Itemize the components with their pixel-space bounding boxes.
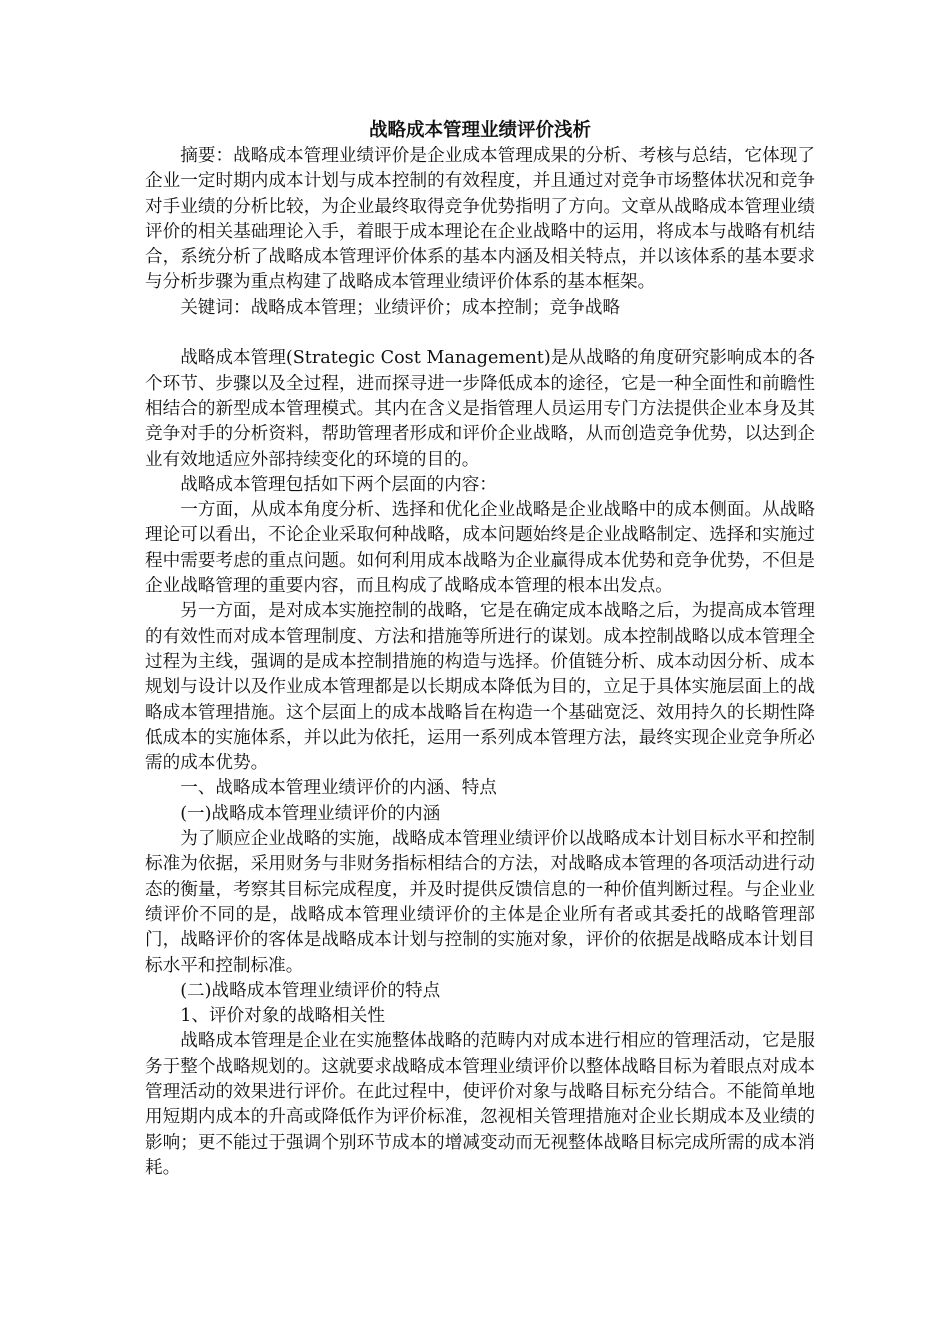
subsection-heading: (一)战略成本管理业绩评价的内涵 (180, 803, 441, 824)
abstract-paragraph: 摘要：战略成本管理业绩评价是企业成本管理成果的分析、考核与总结，它体现了企业一定时期内成本计划与成本控制的有效程度，并且通过对竞争市场整体状况和竞争对手业绩的分析比较，为企业最终取得竞争优势指明了方向。文章从战略成本管理业绩评价的相关基础理论入手，着眼于成本理论在企业战略中的运用，将成本与战略有机结合，系统分析了战略成本管理评价体系的基本内涵及相关特点，并以该体系的基本要求与分析步骤为重点构建了战略成本管理业绩评价体系的基本框架。 (145, 146, 815, 293)
keywords-line: 关键词：战略成本管理；业绩评价；成本控制；竞争战略 (180, 297, 621, 318)
document-page (145, 118, 815, 1181)
body-paragraph: 战略成本管理是企业在实施整体战略的范畴内对成本进行相应的管理活动，它是服务于整个战略规划的。这就要求战略成本管理业绩评价以整体战略目标为着眼点对成本管理活动的效果进行评价。在此过程中，使评价对象与战略目标充分结合。不能简单地用短期内成本的升高或降低作为评价标准，忽视相关管理措施对企业长期成本及业绩的影响；更不能过于强调个别环节成本的增减变动而无视整体战略目标完成所需的成本消耗。 (145, 1031, 815, 1178)
body-paragraph: 战略成本管理(Strategic Cost Management)是从战略的角度研究影响成本的各个环节、步骤以及全过程，进而探寻进一步降低成本的途径，它是一种全面性和前瞻性相结合的新型成本管理模式。其内在含义是指管理人员运用专门方法提供企业本身及其竞争对手的分析资料，帮助管理者形成和评价企业战略，从而创造竞争优势，以达到企业有效地适应外部持续变化的环境的目的。 (145, 348, 815, 470)
document-title: 战略成本管理业绩评价浅析 (368, 120, 591, 141)
section-heading: 一、战略成本管理业绩评价的内涵、特点 (180, 778, 497, 799)
subsection-heading: (二)战略成本管理业绩评价的特点 (180, 980, 441, 1001)
body-paragraph: 一方面，从成本角度分析、选择和优化企业战略是企业战略中的成本侧面。从战略理论可以看出，不论企业采取何种战略，成本问题始终是企业战略制定、选择和实施过程中需要考虑的重点问题。如何利用成本战略为企业赢得成本优势和竞争优势，不但是企业战略管理的重要内容，而且构成了战略成本管理的根本出发点。 (145, 500, 815, 597)
body-paragraph: 战略成本管理包括如下两个层面的内容： (180, 474, 497, 495)
body-paragraph: 为了顺应企业战略的实施，战略成本管理业绩评价以战略成本计划目标水平和控制标准为依据，采用财务与非财务指标相结合的方法，对战略成本管理的各项活动进行动态的衡量，考察其目标完成程度，并及时提供反馈信息的一种价值判断过程。与企业业绩评价不同的是，战略成本管理业绩评价的主体是企业所有者或其委托的战略管理部门，战略评价的客体是战略成本计划与控制的实施对象，评价的依据是战略成本计划目标水平和控制标准。 (145, 829, 815, 976)
blank-line (145, 321, 815, 346)
point-heading: 1、评价对象的战略相关性 (180, 1006, 385, 1027)
body-paragraph: 另一方面，是对成本实施控制的战略，它是在确定成本战略之后，为提高成本管理的有效性而对成本管理制度、方法和措施等所进行的谋划。成本控制战略以成本管理全过程为主线，强调的是成本控制措施的构造与选择。价值链分析、成本动因分析、成本规划与设计以及作业成本管理都是以长期成本降低为目的，立足于具体实施层面上的战略成本管理措施。这个层面上的成本战略旨在构造一个基础宽泛、效用持久的长期性降低成本的实施体系，并以此为依托，运用一系列成本管理方法，最终实现企业竞争所必需的成本优势。 (145, 601, 815, 774)
